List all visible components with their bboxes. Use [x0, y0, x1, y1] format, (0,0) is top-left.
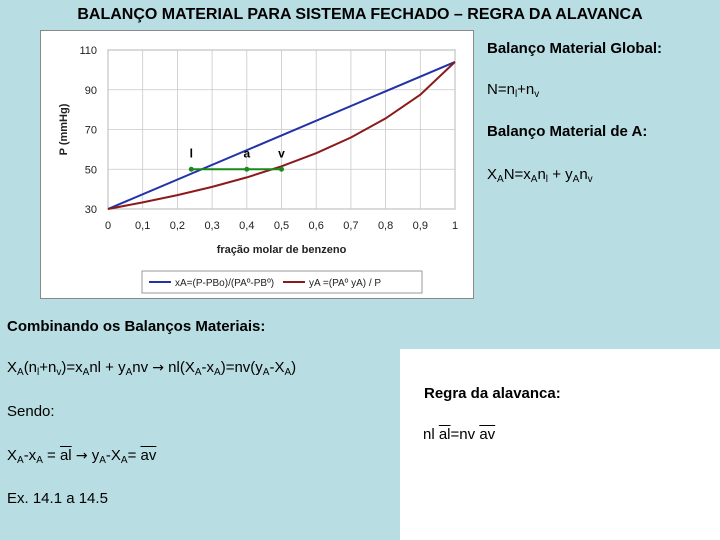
- x-tick-label: 0,9: [412, 220, 428, 232]
- arrow-right-icon: →: [75, 448, 88, 464]
- definitions-equation: [7, 447, 156, 464]
- eq-part: +n: [39, 359, 57, 376]
- eq-part: N=n: [487, 81, 515, 98]
- eq-sub: v: [587, 174, 593, 185]
- eq-part: X: [487, 166, 498, 183]
- eq-part: n: [579, 166, 588, 183]
- y-axis-title: P (mmHg): [58, 103, 70, 156]
- y-tick-label: 70: [84, 124, 97, 137]
- eq-sub: A: [572, 174, 580, 185]
- segment-al: $\overline{al}$: [438, 426, 451, 443]
- legend-label: xA=(P-PBo)/(PAº-PBº): [175, 278, 275, 289]
- eq-sub: l: [37, 367, 40, 378]
- eq-part: -x: [201, 359, 215, 376]
- lever-rule-heading: Regra da alavanca:: [424, 385, 561, 402]
- x-tick-label: 0,3: [204, 220, 220, 232]
- eq-part: +n: [517, 81, 535, 98]
- x-tick-label: 0,6: [308, 220, 324, 232]
- eq-part: nl + y: [89, 359, 126, 376]
- eq-part: X: [7, 447, 18, 464]
- eq-part: =: [42, 447, 60, 464]
- eq-part: -x: [23, 447, 37, 464]
- eq-part: -X: [269, 359, 285, 376]
- a-balance-equation: [487, 166, 593, 183]
- tie-line-point: [189, 167, 194, 172]
- eq-sub: l: [514, 89, 518, 100]
- chart-svg: [41, 31, 473, 298]
- eq-sub: A: [497, 174, 504, 185]
- eq-part: + y: [548, 166, 573, 183]
- eq-sub: v: [56, 367, 62, 378]
- eq-sub: A: [530, 174, 538, 185]
- eq-sub: l: [545, 174, 549, 185]
- x-tick-label: 0,8: [377, 220, 394, 232]
- eq-part: n: [537, 166, 546, 183]
- eq-sub: A: [214, 367, 221, 378]
- x-tick-label: 0,7: [343, 220, 359, 232]
- eq-sub: A: [17, 367, 24, 378]
- eq-sub: A: [284, 367, 292, 378]
- eq-part: )=x: [61, 359, 83, 376]
- segment-av: $\overline{av}$: [479, 426, 496, 443]
- eq-sub: A: [120, 455, 128, 466]
- global-balance-equation: [487, 81, 539, 98]
- lever-rule-box: [400, 349, 720, 540]
- x-tick-label: 0,2: [169, 220, 186, 232]
- segment-al: $\overline{al}$: [59, 447, 72, 464]
- eq-sub: A: [82, 367, 90, 378]
- eq-part: nl(X: [164, 359, 195, 376]
- eq-part: nl: [423, 426, 439, 443]
- eq-sub: A: [194, 367, 202, 378]
- x-axis-title: fração molar de benzeno: [216, 244, 347, 256]
- x-tick-label: 0,5: [273, 220, 290, 232]
- eq-sub: A: [36, 455, 43, 466]
- eq-sub: A: [125, 367, 133, 378]
- eq-part: X: [7, 359, 18, 376]
- sendo-label: Sendo:: [7, 403, 55, 420]
- eq-part: )=nv(y: [220, 359, 263, 376]
- tie-line-point-label: a: [243, 146, 251, 161]
- eq-sub: v: [534, 89, 540, 100]
- y-tick-label: 110: [79, 45, 97, 57]
- eq-part: ): [291, 359, 297, 376]
- segment-av: $\overline{av}$: [140, 447, 157, 464]
- x-tick-label: 0,4: [239, 220, 255, 232]
- eq-part: -X: [105, 447, 121, 464]
- exercises-text: Ex. 14.1 a 14.5: [7, 490, 108, 507]
- eq-sub: A: [262, 367, 270, 378]
- arrow-right-icon: →: [152, 360, 165, 376]
- tie-line-point-label: l: [189, 146, 193, 161]
- eq-part: N=x: [503, 166, 531, 183]
- combining-equation: [7, 359, 296, 376]
- y-tick-label: 90: [84, 84, 97, 97]
- y-tick-label: 30: [84, 204, 97, 216]
- x-tick-label: 0: [104, 220, 112, 232]
- page-title: BALANÇO MATERIAL PARA SISTEMA FECHADO – REGRA DA ALAVANCA: [77, 6, 643, 23]
- y-tick-label: 50: [84, 164, 97, 177]
- x-tick-label: 0,1: [135, 220, 151, 232]
- x-tick-label: 1: [451, 220, 459, 232]
- a-balance-heading: Balanço Material de A:: [487, 123, 648, 140]
- eq-part: =: [127, 447, 141, 464]
- combining-heading: Combinando os Balanços Materiais:: [7, 318, 266, 335]
- eq-sub: A: [99, 455, 106, 466]
- eq-part: (n: [23, 359, 38, 376]
- eq-part: nv: [132, 359, 153, 376]
- pressure-composition-chart: [40, 30, 474, 299]
- tie-line-point: [244, 167, 249, 172]
- tie-line-point-label: v: [278, 146, 285, 161]
- lever-rule-equation: [423, 426, 495, 443]
- eq-sub: A: [17, 455, 24, 466]
- global-balance-heading: Balanço Material Global:: [487, 40, 663, 57]
- tie-line-point: [279, 167, 284, 172]
- legend-label: yA =(PAº yA) / P: [309, 278, 382, 289]
- eq-part: =nv: [450, 426, 480, 443]
- eq-part: y: [87, 447, 100, 464]
